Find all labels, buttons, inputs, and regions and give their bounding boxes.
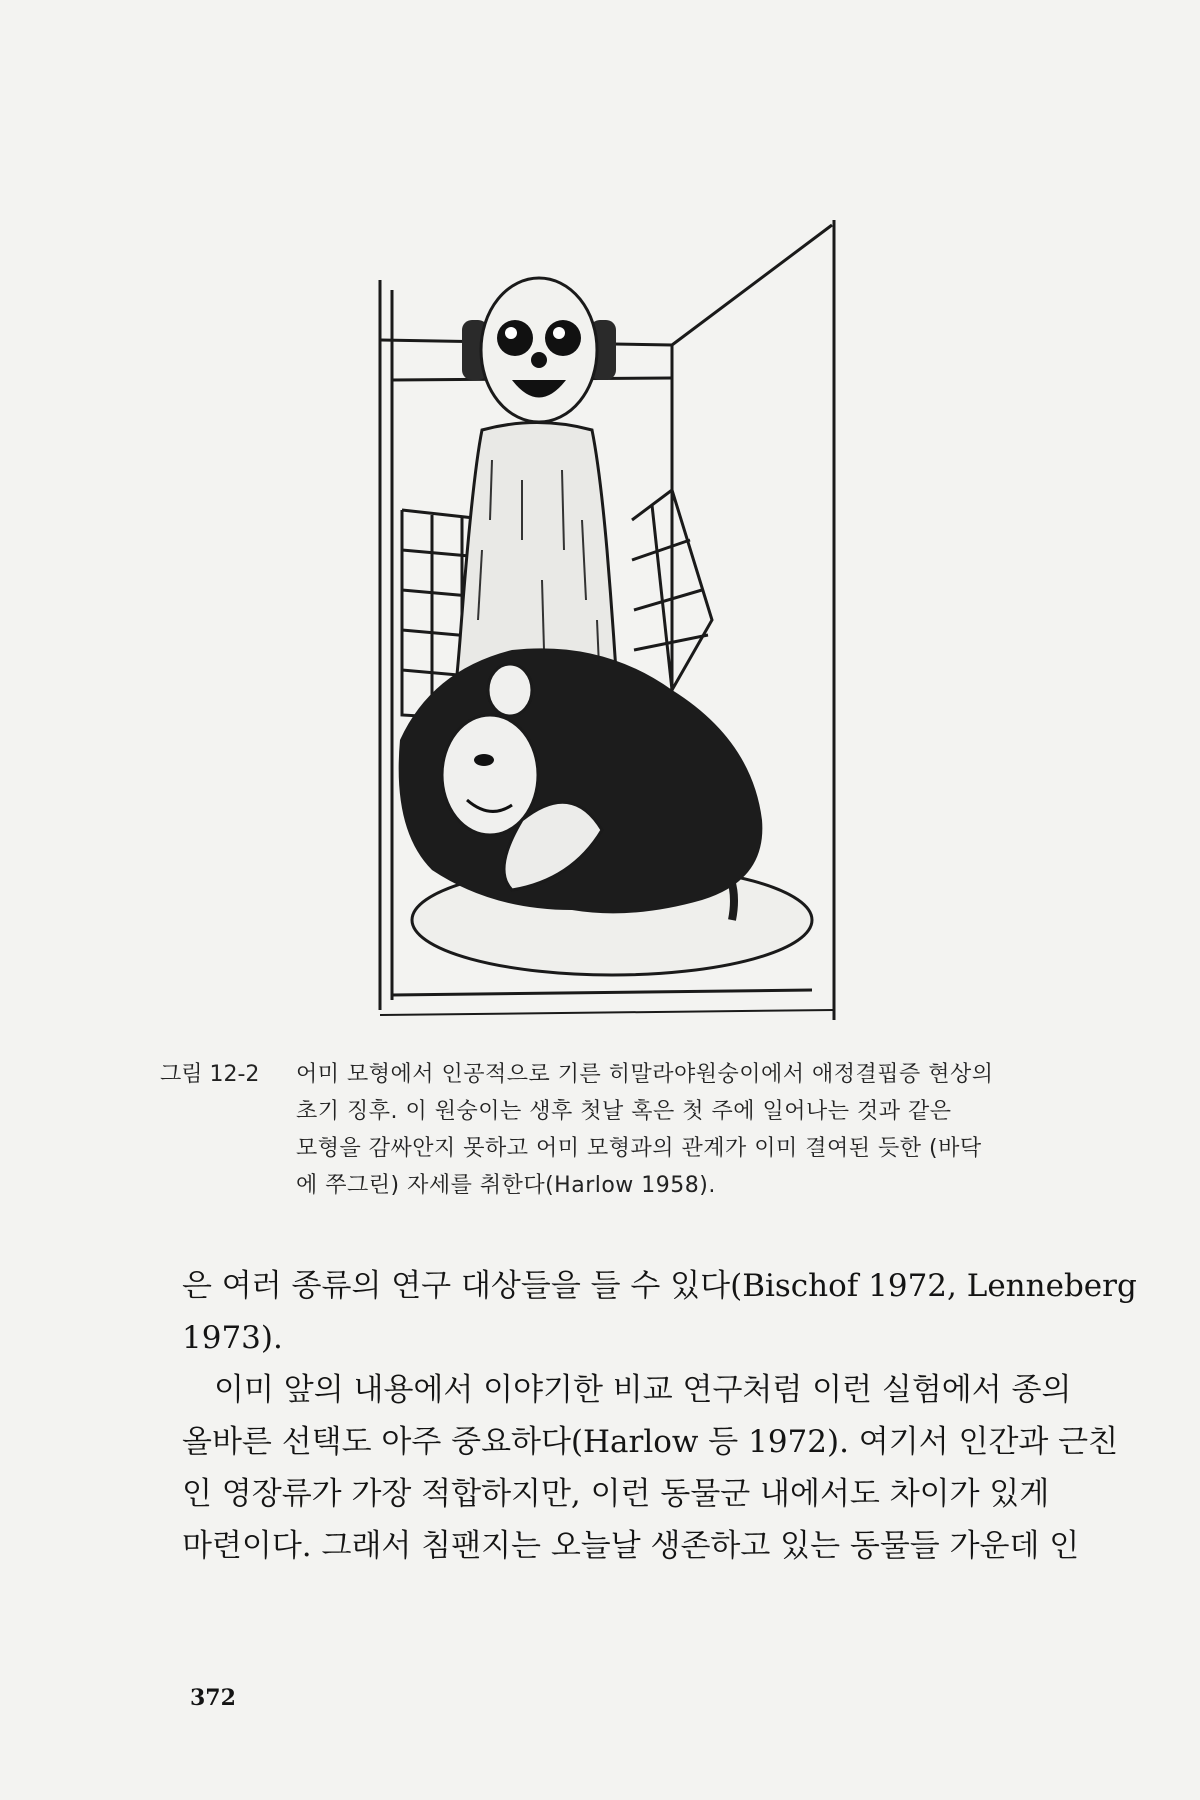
figure-illustration xyxy=(372,220,862,1020)
caption-line: 어미 모형에서 인공적으로 기른 히말라야원숭이에서 애정결핍증 현상의 xyxy=(296,1062,994,1087)
figure-caption xyxy=(160,1056,1080,1204)
body-line: 마련이다. 그래서 침팬지는 오늘날 생존하고 있는 동물들 가운데 인 xyxy=(182,1528,1080,1564)
body-line: 이미 앞의 내용에서 이야기한 비교 연구처럼 이런 실험에서 종의 xyxy=(214,1372,1072,1408)
body-line: 은 여러 종류의 연구 대상들을 들 수 있다(Bischof 1972, Lenneberg xyxy=(182,1268,1137,1304)
caption-line: 에 쭈그린) 자세를 취한다(Harlow 1958). xyxy=(296,1173,716,1198)
body-line: 올바른 선택도 아주 중요하다(Harlow 등 1972). 여기서 인간과 근친 xyxy=(182,1424,1119,1460)
figure-label: 그림 12-2 xyxy=(160,1062,260,1087)
caption-line: 초기 징후. 이 원숭이는 생후 첫날 혹은 첫 주에 일어나는 것과 같은 xyxy=(296,1099,952,1124)
body-paragraphs xyxy=(182,1260,1137,1572)
caption-text xyxy=(296,1056,1080,1204)
body-line: 1973). xyxy=(182,1320,283,1356)
body-line: 인 영장류가 가장 적합하지만, 이런 동물군 내에서도 차이가 있게 xyxy=(182,1476,1050,1512)
monkey-mother-surrogate-drawing xyxy=(372,220,862,1020)
page-number: 372 xyxy=(190,1685,236,1711)
caption-line: 모형을 감싸안지 못하고 어미 모형과의 관계가 이미 결여된 듯한 (바닥 xyxy=(296,1136,982,1161)
